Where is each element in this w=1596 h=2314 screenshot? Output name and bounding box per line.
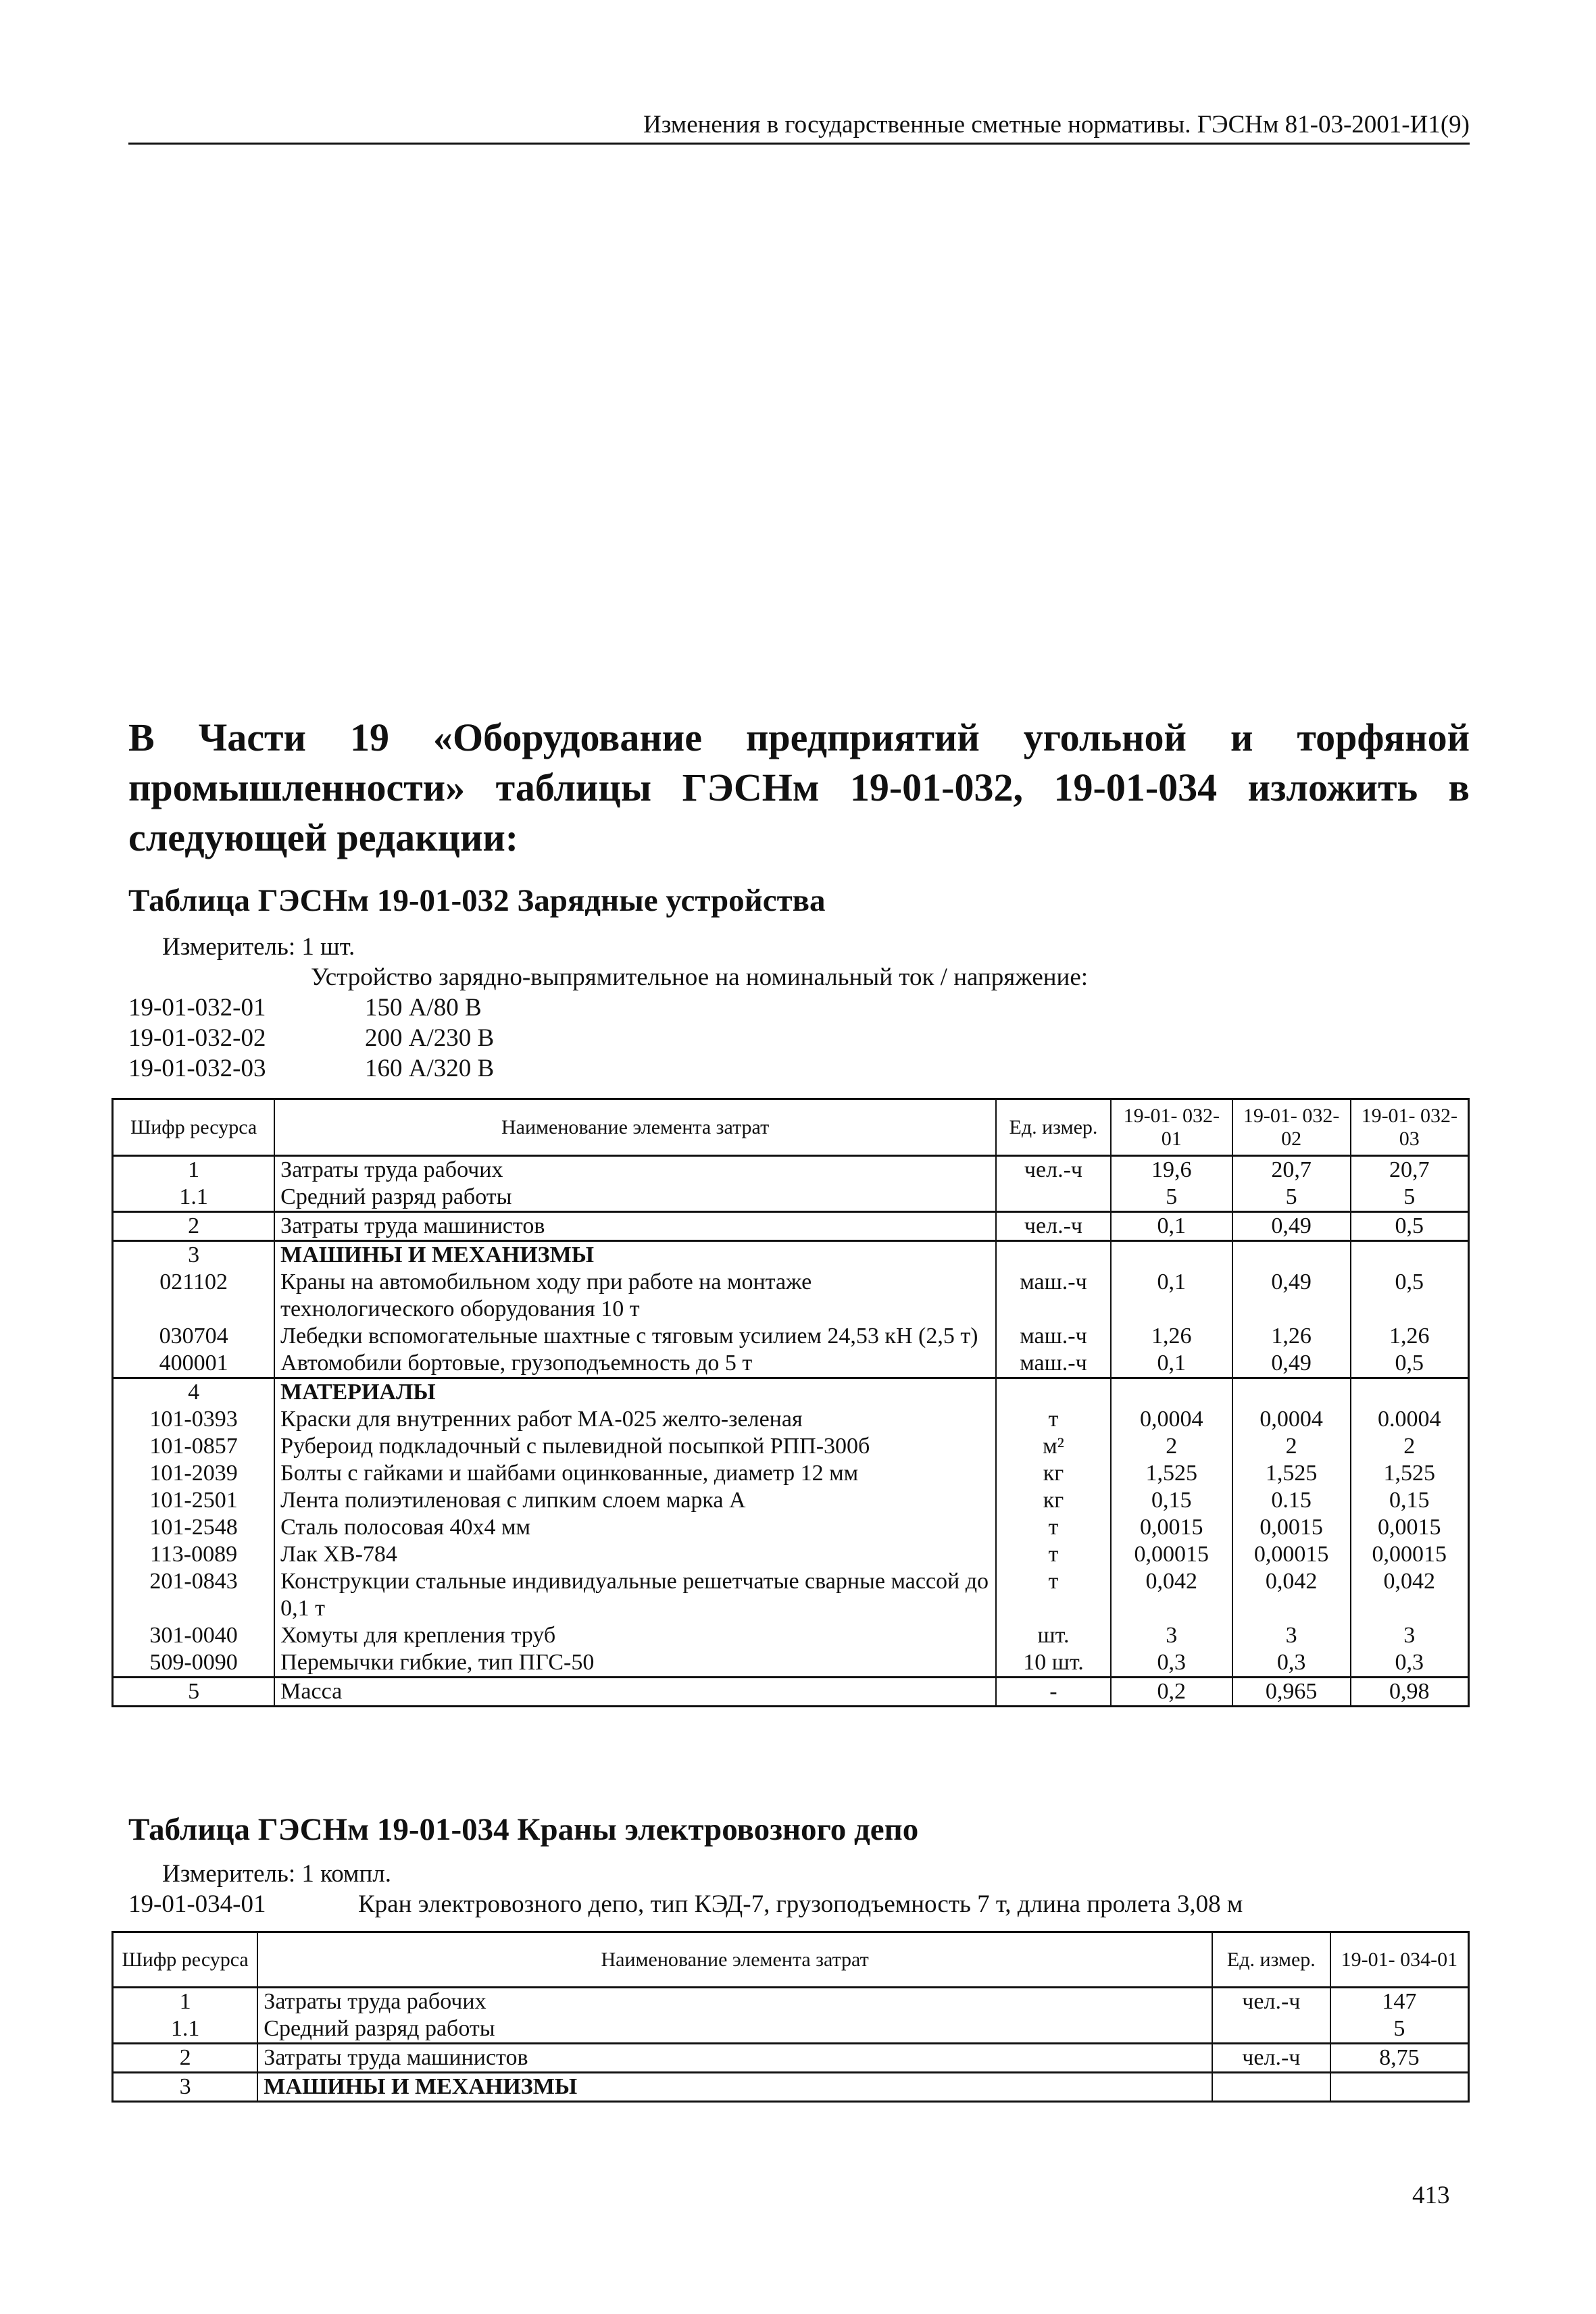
table1-code-desc: 200 А/230 В bbox=[365, 1024, 495, 1052]
value-cell: 0,3 bbox=[1232, 1649, 1351, 1678]
value-cell: 1,525 bbox=[1232, 1460, 1351, 1487]
value-cell: 0,00015 bbox=[1351, 1541, 1469, 1568]
cost-element-name: Перемычки гибкие, тип ПГС-50 bbox=[274, 1649, 996, 1678]
cost-element-name: Хомуты для крепления труб bbox=[274, 1622, 996, 1649]
cost-element-name: Краны на автомобильном ходу при работе на монтаже технологического оборудования 10 т bbox=[274, 1269, 996, 1323]
value-cell: 5 bbox=[1330, 2015, 1469, 2044]
cost-element-name: Затраты труда машинистов bbox=[274, 1212, 996, 1241]
value-cell: 5 bbox=[1232, 1184, 1351, 1212]
table2 bbox=[111, 1931, 1470, 2103]
table1-code: 19-01-032-01 bbox=[128, 994, 266, 1022]
value-cell: 0,00015 bbox=[1111, 1541, 1232, 1568]
cost-element-name: Средний разряд работы bbox=[257, 2015, 1212, 2044]
cost-element-name: Затраты труда рабочих bbox=[274, 1156, 996, 1184]
table1-device: Устройство зарядно-выпрямительное на номинальный ток / напряжение: bbox=[311, 963, 1089, 991]
col-header-unit: Ед. измер. bbox=[996, 1099, 1111, 1156]
table-row bbox=[113, 1514, 1469, 1541]
cost-element-name: Сталь полосовая 40х4 мм bbox=[274, 1514, 996, 1541]
resource-code: 509-0090 bbox=[113, 1649, 275, 1678]
value-cell: 147 bbox=[1330, 1988, 1469, 2016]
value-cell: 0,965 bbox=[1232, 1678, 1351, 1707]
resource-code: 021102 bbox=[113, 1269, 275, 1323]
value-cell: 0,1 bbox=[1111, 1350, 1232, 1378]
col-header-code: Шифр ресурса bbox=[113, 1099, 275, 1156]
table-row bbox=[113, 1622, 1469, 1649]
value-cell: 20,7 bbox=[1351, 1156, 1469, 1184]
cost-element-name: Рубероид подкладочный с пылевидной посыпкой РПП-300б bbox=[274, 1433, 996, 1460]
value-cell: 0,15 bbox=[1351, 1487, 1469, 1514]
col-header-name: Наименование элемента затрат bbox=[257, 1932, 1212, 1988]
value-cell: 0,5 bbox=[1351, 1269, 1469, 1323]
value-cell bbox=[1232, 1241, 1351, 1269]
table2-title: Таблица ГЭСНм 19-01-034 Краны электровозного депо bbox=[128, 1812, 919, 1847]
table1-title: Таблица ГЭСНм 19-01-032 Зарядные устройства bbox=[128, 883, 826, 918]
cost-element-name: Конструкции стальные индивидуальные решетчатые сварные массой до 0,1 т bbox=[274, 1568, 996, 1622]
value-cell: 0,49 bbox=[1232, 1269, 1351, 1323]
value-cell: 1,525 bbox=[1111, 1460, 1232, 1487]
value-cell: 0.15 bbox=[1232, 1487, 1351, 1514]
value-cell: 1,26 bbox=[1111, 1323, 1232, 1350]
col-header-1: 19-01- 032-01 bbox=[1111, 1099, 1232, 1156]
resource-code: 101-0857 bbox=[113, 1433, 275, 1460]
col-header-code: Шифр ресурса bbox=[113, 1932, 258, 1988]
value-cell: 0,0015 bbox=[1111, 1514, 1232, 1541]
table-row bbox=[113, 2073, 1469, 2102]
resource-code: 2 bbox=[113, 1212, 275, 1241]
value-cell: 0,1 bbox=[1111, 1269, 1232, 1323]
value-cell: 8,75 bbox=[1330, 2044, 1469, 2073]
table-row bbox=[113, 1988, 1469, 2016]
section-intro: В Части 19 «Оборудование предприятий угольной и торфяной промышленности» таблицы ГЭСНм 19-01-032, 19-01-034 изложить в следующей редакции: bbox=[128, 715, 1470, 859]
table-row bbox=[113, 1649, 1469, 1678]
resource-code: 2 bbox=[113, 2044, 258, 2073]
resource-code: 3 bbox=[113, 1241, 275, 1269]
value-cell: 5 bbox=[1351, 1184, 1469, 1212]
value-cell: 1,525 bbox=[1351, 1460, 1469, 1487]
unit: кг bbox=[996, 1487, 1111, 1514]
resource-code: 1.1 bbox=[113, 2015, 258, 2044]
unit bbox=[996, 1241, 1111, 1269]
col-header-2: 19-01- 032-02 bbox=[1232, 1099, 1351, 1156]
unit: т bbox=[996, 1406, 1111, 1433]
value-cell: 3 bbox=[1232, 1622, 1351, 1649]
value-cell: 0,5 bbox=[1351, 1350, 1469, 1378]
running-header: Изменения в государственные сметные нормативы. ГЭСНм 81-03-2001-И1(9) bbox=[128, 111, 1470, 145]
value-cell: 20,7 bbox=[1232, 1156, 1351, 1184]
table-row bbox=[113, 1568, 1469, 1622]
value-cell: 3 bbox=[1351, 1622, 1469, 1649]
cost-element-name: Болты с гайками и шайбами оцинкованные, диаметр 12 мм bbox=[274, 1460, 996, 1487]
value-cell: 0,98 bbox=[1351, 1678, 1469, 1707]
value-cell: 0,1 bbox=[1111, 1212, 1232, 1241]
table-row bbox=[113, 1541, 1469, 1568]
value-cell: 0,15 bbox=[1111, 1487, 1232, 1514]
col-header-1: 19-01- 034-01 bbox=[1330, 1932, 1469, 1988]
cost-element-name: Затраты труда машинистов bbox=[257, 2044, 1212, 2073]
table-row bbox=[113, 1460, 1469, 1487]
cost-element-name: Масса bbox=[274, 1678, 996, 1707]
resource-code: 1 bbox=[113, 1156, 275, 1184]
value-cell: 0,3 bbox=[1111, 1649, 1232, 1678]
table1 bbox=[111, 1098, 1470, 1707]
table-row bbox=[113, 1241, 1469, 1269]
value-cell: 1,26 bbox=[1232, 1323, 1351, 1350]
value-cell bbox=[1330, 2073, 1469, 2102]
table1-code-desc: 160 А/320 В bbox=[365, 1055, 495, 1082]
resource-code: 400001 bbox=[113, 1350, 275, 1378]
unit bbox=[1212, 2015, 1330, 2044]
unit bbox=[996, 1378, 1111, 1407]
unit: чел.-ч bbox=[996, 1156, 1111, 1184]
table-row bbox=[113, 2044, 1469, 2073]
value-cell: 19,6 bbox=[1111, 1156, 1232, 1184]
cost-element-name: МАШИНЫ И МЕХАНИЗМЫ bbox=[274, 1241, 996, 1269]
resource-code: 301-0040 bbox=[113, 1622, 275, 1649]
table-row bbox=[113, 1350, 1469, 1378]
cost-element-name: Лак ХВ-784 bbox=[274, 1541, 996, 1568]
value-cell: 2 bbox=[1232, 1433, 1351, 1460]
table-row bbox=[113, 1156, 1469, 1184]
cost-element-name: Краски для внутренних работ МА-025 желто-зеленая bbox=[274, 1406, 996, 1433]
value-cell: 0,3 bbox=[1351, 1649, 1469, 1678]
unit: кг bbox=[996, 1460, 1111, 1487]
cost-element-name: Автомобили бортовые, грузоподъемность до 5 т bbox=[274, 1350, 996, 1378]
cost-element-name: Средний разряд работы bbox=[274, 1184, 996, 1212]
unit: чел.-ч bbox=[996, 1212, 1111, 1241]
cost-element-name: Лебедки вспомогательные шахтные с тяговым усилием 24,53 кН (2,5 т) bbox=[274, 1323, 996, 1350]
value-cell bbox=[1111, 1378, 1232, 1407]
unit: чел.-ч bbox=[1212, 2044, 1330, 2073]
table-row bbox=[113, 1433, 1469, 1460]
value-cell bbox=[1351, 1241, 1469, 1269]
unit: т bbox=[996, 1568, 1111, 1622]
unit: маш.-ч bbox=[996, 1323, 1111, 1350]
unit: чел.-ч bbox=[1212, 1988, 1330, 2016]
table-row bbox=[113, 2015, 1469, 2044]
value-cell: 0,49 bbox=[1232, 1350, 1351, 1378]
resource-code: 1 bbox=[113, 1988, 258, 2016]
value-cell: 5 bbox=[1111, 1184, 1232, 1212]
value-cell: 0,042 bbox=[1232, 1568, 1351, 1622]
table-row bbox=[113, 1406, 1469, 1433]
resource-code: 030704 bbox=[113, 1323, 275, 1350]
table1-measure: Измеритель: 1 шт. bbox=[162, 933, 355, 961]
table-row bbox=[113, 1184, 1469, 1212]
resource-code: 101-2548 bbox=[113, 1514, 275, 1541]
col-header-unit: Ед. измер. bbox=[1212, 1932, 1330, 1988]
cost-element-name: МАТЕРИАЛЫ bbox=[274, 1378, 996, 1407]
resource-code: 201-0843 bbox=[113, 1568, 275, 1622]
table-row bbox=[113, 1378, 1469, 1407]
table-row bbox=[113, 1678, 1469, 1707]
value-cell: 2 bbox=[1111, 1433, 1232, 1460]
resource-code: 101-2501 bbox=[113, 1487, 275, 1514]
value-cell: 1,26 bbox=[1351, 1323, 1469, 1350]
value-cell: 0,00015 bbox=[1232, 1541, 1351, 1568]
value-cell: 0.0004 bbox=[1351, 1406, 1469, 1433]
unit: м² bbox=[996, 1433, 1111, 1460]
value-cell: 0,0015 bbox=[1351, 1514, 1469, 1541]
resource-code: 4 bbox=[113, 1378, 275, 1407]
value-cell: 0,042 bbox=[1351, 1568, 1469, 1622]
resource-code: 101-2039 bbox=[113, 1460, 275, 1487]
resource-code: 5 bbox=[113, 1678, 275, 1707]
cost-element-name: Затраты труда рабочих bbox=[257, 1988, 1212, 2016]
value-cell: 0,0004 bbox=[1232, 1406, 1351, 1433]
unit: 10 шт. bbox=[996, 1649, 1111, 1678]
table-row bbox=[113, 1487, 1469, 1514]
value-cell: 0,042 bbox=[1111, 1568, 1232, 1622]
resource-code: 1.1 bbox=[113, 1184, 275, 1212]
value-cell: 0,0015 bbox=[1232, 1514, 1351, 1541]
table2-desc: Кран электровозного депо, тип КЭД-7, грузоподъемность 7 т, длина пролета 3,08 м bbox=[358, 1890, 1243, 1918]
page-number: 413 bbox=[1412, 2182, 1450, 2209]
unit: т bbox=[996, 1514, 1111, 1541]
table-row bbox=[113, 1212, 1469, 1241]
table1-code-desc: 150 А/80 В bbox=[365, 994, 482, 1022]
unit: маш.-ч bbox=[996, 1350, 1111, 1378]
table2-code: 19-01-034-01 bbox=[128, 1890, 266, 1918]
cost-element-name: Лента полиэтиленовая с липким слоем марка А bbox=[274, 1487, 996, 1514]
value-cell bbox=[1111, 1241, 1232, 1269]
table2-measure: Измеритель: 1 компл. bbox=[162, 1860, 391, 1888]
table1-code: 19-01-032-03 bbox=[128, 1055, 266, 1082]
unit: шт. bbox=[996, 1622, 1111, 1649]
value-cell: 3 bbox=[1111, 1622, 1232, 1649]
cost-element-name: МАШИНЫ И МЕХАНИЗМЫ bbox=[257, 2073, 1212, 2102]
resource-code: 113-0089 bbox=[113, 1541, 275, 1568]
table-row bbox=[113, 1269, 1469, 1323]
table2-header-row bbox=[113, 1932, 1469, 1988]
table-row bbox=[113, 1323, 1469, 1350]
resource-code: 3 bbox=[113, 2073, 258, 2102]
value-cell bbox=[1232, 1378, 1351, 1407]
table1-header-row bbox=[113, 1099, 1469, 1156]
unit: маш.-ч bbox=[996, 1269, 1111, 1323]
value-cell: 0,2 bbox=[1111, 1678, 1232, 1707]
value-cell: 0,49 bbox=[1232, 1212, 1351, 1241]
resource-code: 101-0393 bbox=[113, 1406, 275, 1433]
value-cell bbox=[1351, 1378, 1469, 1407]
unit bbox=[996, 1184, 1111, 1212]
unit: - bbox=[996, 1678, 1111, 1707]
value-cell: 0,0004 bbox=[1111, 1406, 1232, 1433]
col-header-name: Наименование элемента затрат bbox=[274, 1099, 996, 1156]
table1-code: 19-01-032-02 bbox=[128, 1024, 266, 1052]
value-cell: 0,5 bbox=[1351, 1212, 1469, 1241]
unit bbox=[1212, 2073, 1330, 2102]
col-header-3: 19-01- 032-03 bbox=[1351, 1099, 1469, 1156]
value-cell: 2 bbox=[1351, 1433, 1469, 1460]
unit: т bbox=[996, 1541, 1111, 1568]
